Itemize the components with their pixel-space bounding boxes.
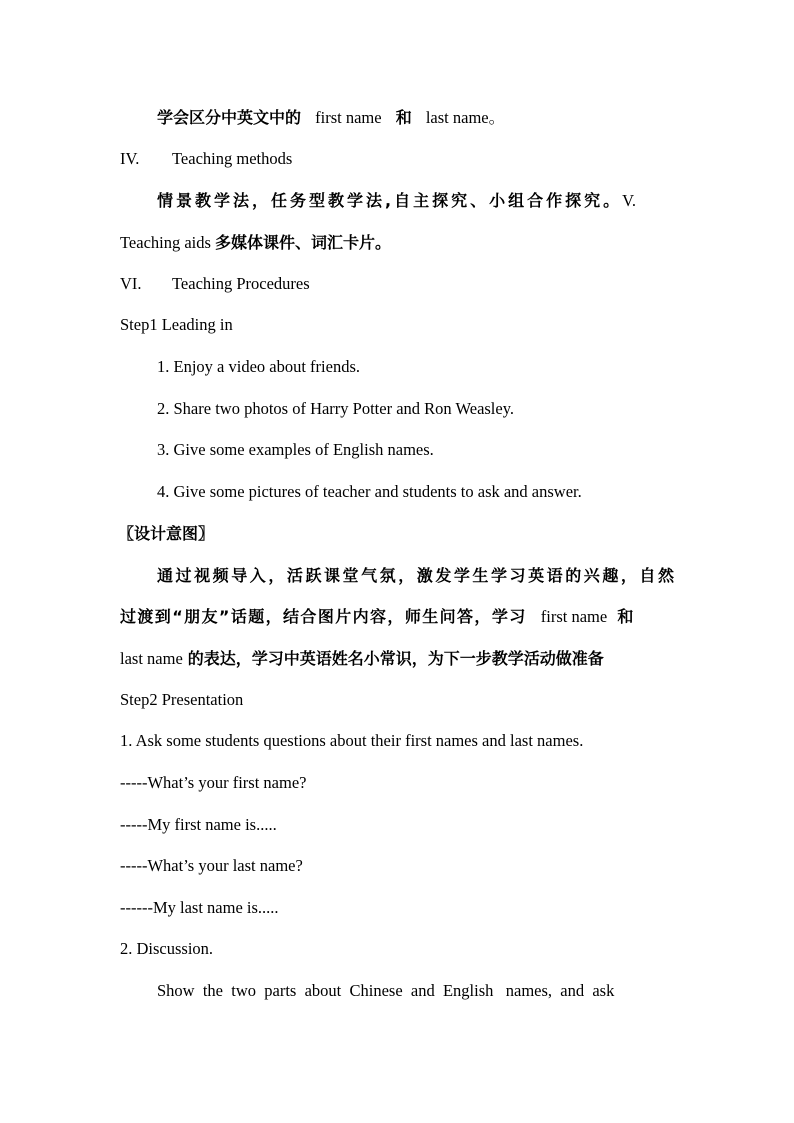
dialog-line: -----What’s your last name? [120, 856, 303, 875]
methods-text: 情景教学法，任务型教学法,自主探究、小组合作探究。 [157, 191, 623, 210]
section-6-heading [120, 274, 680, 294]
section-4-heading [120, 149, 680, 169]
design-intent-first-name: first name [540, 607, 608, 626]
dialog-line: ------My last name is..... [120, 898, 279, 917]
objective-last-name: last name。 [425, 108, 506, 127]
step1-item: 4. Give some pictures of teacher and students to ask and answer. [157, 482, 582, 501]
design-intent-line-3 [120, 649, 680, 669]
step1-item: 1. Enjoy a video about friends. [157, 357, 360, 376]
objective-and: 和 [395, 108, 412, 127]
dialog-line: -----My first name is..... [120, 815, 277, 834]
discussion-text: Show the two parts about Chinese and English names, and ask [157, 981, 615, 1000]
objective-line [157, 108, 717, 128]
step2-heading: Step2 Presentation [120, 690, 244, 709]
section-6-title: Teaching Procedures [172, 274, 310, 293]
design-intent-text: 过渡到“朋友”话题，结合图片内容，师生问答，学习 [120, 607, 527, 626]
design-intent-line-1: 通过视频导入，活跃课堂气氛，激发学生学习英语的兴趣，自然 [157, 566, 674, 585]
objective-first-name: first name [315, 108, 382, 127]
section-5-number: V. [622, 191, 637, 210]
section-4-number: IV. [120, 149, 140, 168]
aids-text: 多媒体课件、词汇卡片。 [214, 233, 391, 252]
design-intent-text: 的表达，学习中英语姓名小常识，为下一步教学活动做准备 [187, 649, 604, 668]
methods-line [157, 191, 717, 211]
step2-item-1: 1. Ask some students questions about their first names and last names. [120, 731, 584, 750]
step1-item: 3. Give some examples of English names. [157, 440, 434, 459]
design-intent-last-name: last name [120, 649, 183, 668]
dialog-line: -----What’s your first name? [120, 773, 307, 792]
design-intent-heading: 〖设计意图〗 [118, 524, 215, 543]
step1-heading: Step1 Leading in [120, 315, 233, 334]
aids-title: Teaching aids [120, 233, 211, 252]
aids-line [120, 233, 680, 253]
step1-item: 2. Share two photos of Harry Potter and Ron Weasley. [157, 399, 515, 418]
section-4-title: Teaching methods [172, 149, 293, 168]
objective-text-zh: 学会区分中英文中的 [157, 108, 302, 127]
step2-item-2: 2. Discussion. [120, 939, 214, 958]
design-intent-and: 和 [617, 607, 634, 626]
design-intent-line-2 [120, 607, 674, 627]
section-6-number: VI. [120, 274, 142, 293]
